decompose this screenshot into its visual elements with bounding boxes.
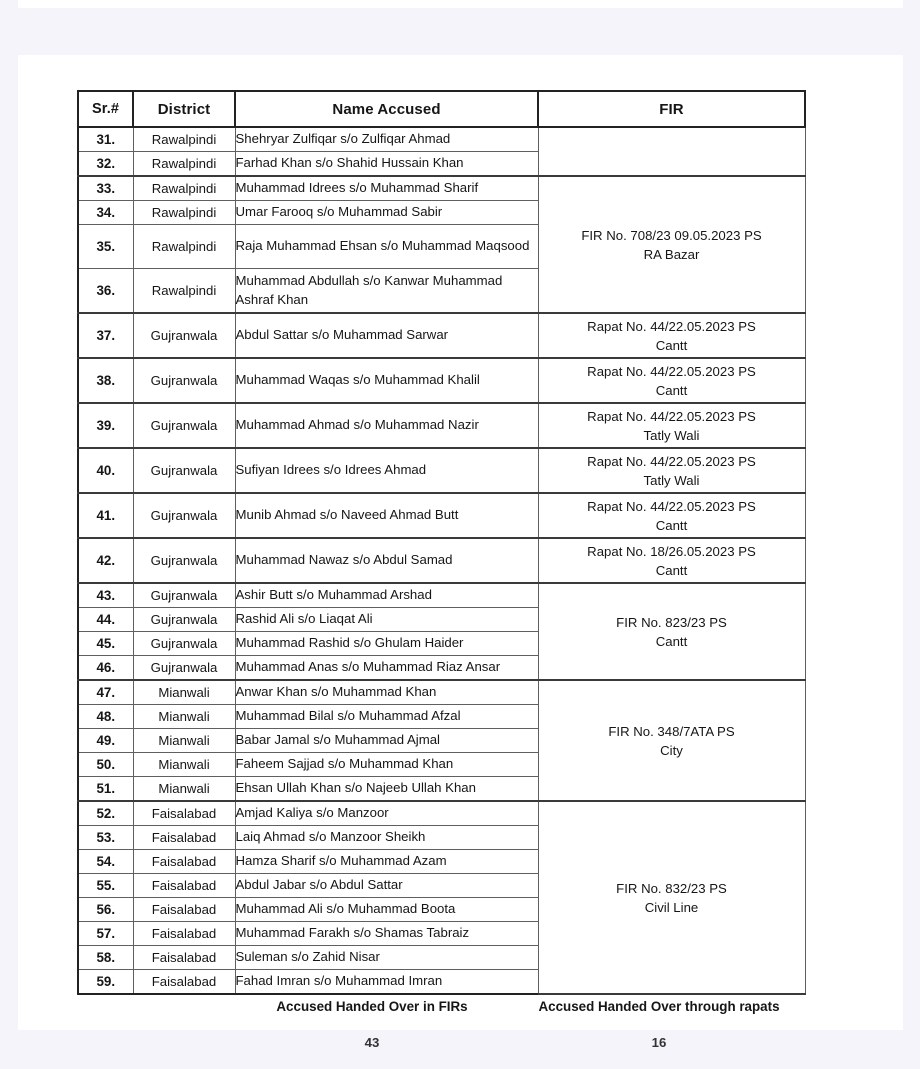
fir-line-2: Tatly Wali (643, 427, 700, 443)
cell-name-accused: Ashir Butt s/o Muhammad Arshad (235, 583, 538, 608)
cell-name-accused: Muhammad Idrees s/o Muhammad Sharif (235, 176, 538, 201)
footer-label-rapats: Accused Handed Over through rapats (538, 999, 780, 1014)
cell-name-accused: Laiq Ahmad s/o Manzoor Sheikh (235, 826, 538, 850)
cell-district: Faisalabad (133, 946, 235, 970)
cell-name-accused: Shehryar Zulfiqar s/o Zulfiqar Ahmad (235, 127, 538, 152)
cell-name-accused: Hamza Sharif s/o Muhammad Azam (235, 850, 538, 874)
cell-name-accused: Farhad Khan s/o Shahid Hussain Khan (235, 152, 538, 177)
fir-line-2: Cantt (655, 633, 688, 649)
cell-serial-number: 54. (78, 850, 133, 874)
fir-line-1: Rapat No. 44/22.05.2023 PS (587, 408, 756, 424)
cell-name-accused: Abdul Jabar s/o Abdul Sattar (235, 874, 538, 898)
cell-name-accused: Muhammad Nawaz s/o Abdul Samad (235, 538, 538, 583)
cell-serial-number: 37. (78, 313, 133, 358)
cell-name-accused: Abdul Sattar s/o Muhammad Sarwar (235, 313, 538, 358)
fir-line-1: Rapat No. 44/22.05.2023 PS (587, 498, 756, 514)
cell-fir (538, 313, 805, 358)
table-row (78, 538, 805, 583)
footer-count-rapats: 16 (651, 1035, 667, 1050)
column-header-fir: FIR (538, 91, 805, 127)
fir-line-2: Cantt (655, 517, 688, 533)
table-row (78, 448, 805, 493)
cell-serial-number: 45. (78, 632, 133, 656)
cell-name-accused: Fahad Imran s/o Muhammad Imran (235, 970, 538, 995)
fir-line-1: Rapat No. 18/26.05.2023 PS (587, 543, 756, 559)
cell-name-accused: Muhammad Ahmad s/o Muhammad Nazir (235, 403, 538, 448)
cell-district: Faisalabad (133, 801, 235, 826)
column-header-name: Name Accused (235, 91, 538, 127)
cell-fir (538, 448, 805, 493)
table-header (78, 91, 805, 127)
fir-line-2: RA Bazar (643, 246, 700, 262)
cell-name-accused: Anwar Khan s/o Muhammad Khan (235, 680, 538, 705)
cell-district: Gujranwala (133, 403, 235, 448)
cell-name-accused: Muhammad Ali s/o Muhammad Boota (235, 898, 538, 922)
cell-serial-number: 32. (78, 152, 133, 177)
cell-district: Mianwali (133, 753, 235, 777)
cell-fir (538, 493, 805, 538)
cell-district: Mianwali (133, 729, 235, 753)
cell-name-accused: Sufiyan Idrees s/o Idrees Ahmad (235, 448, 538, 493)
fir-line-1: FIR No. 708/23 09.05.2023 PS (581, 227, 762, 243)
cell-district: Faisalabad (133, 850, 235, 874)
cell-name-accused: Amjad Kaliya s/o Manzoor (235, 801, 538, 826)
cell-name-accused: Muhammad Anas s/o Muhammad Riaz Ansar (235, 656, 538, 681)
cell-name-accused: Muhammad Waqas s/o Muhammad Khalil (235, 358, 538, 403)
table-row (78, 358, 805, 403)
cell-serial-number: 41. (78, 493, 133, 538)
cell-serial-number: 49. (78, 729, 133, 753)
fir-line-1: FIR No. 348/7ATA PS (608, 723, 735, 739)
cell-serial-number: 47. (78, 680, 133, 705)
fir-line-1: FIR No. 823/23 PS (616, 614, 727, 630)
cell-district: Rawalpindi (133, 201, 235, 225)
cell-serial-number: 34. (78, 201, 133, 225)
cell-serial-number: 55. (78, 874, 133, 898)
cell-serial-number: 44. (78, 608, 133, 632)
cell-serial-number: 58. (78, 946, 133, 970)
cell-serial-number: 53. (78, 826, 133, 850)
cell-name-accused: Umar Farooq s/o Muhammad Sabir (235, 201, 538, 225)
cell-serial-number: 46. (78, 656, 133, 681)
cell-serial-number: 56. (78, 898, 133, 922)
cell-district: Gujranwala (133, 358, 235, 403)
cell-district: Mianwali (133, 777, 235, 802)
cell-serial-number: 52. (78, 801, 133, 826)
table-row (78, 493, 805, 538)
cell-district: Mianwali (133, 680, 235, 705)
cell-district: Rawalpindi (133, 127, 235, 152)
cell-fir (538, 176, 805, 313)
cell-serial-number: 50. (78, 753, 133, 777)
fir-line-2: City (660, 742, 683, 758)
cell-district: Gujranwala (133, 608, 235, 632)
table-row (78, 583, 805, 608)
cell-name-accused: Muhammad Bilal s/o Muhammad Afzal (235, 705, 538, 729)
cell-serial-number: 43. (78, 583, 133, 608)
cell-district: Faisalabad (133, 970, 235, 995)
cell-serial-number: 31. (78, 127, 133, 152)
fir-line-2: Civil Line (644, 899, 699, 915)
cell-district: Gujranwala (133, 632, 235, 656)
previous-page-sliver (18, 0, 903, 8)
cell-serial-number: 42. (78, 538, 133, 583)
table-row (78, 680, 805, 705)
fir-line-1: FIR No. 832/23 PS (616, 880, 727, 896)
cell-district: Rawalpindi (133, 225, 235, 269)
cell-serial-number: 38. (78, 358, 133, 403)
fir-line-2: Cantt (655, 382, 688, 398)
cell-district: Gujranwala (133, 583, 235, 608)
cell-district: Rawalpindi (133, 176, 235, 201)
cell-district: Faisalabad (133, 826, 235, 850)
cell-name-accused: Suleman s/o Zahid Nisar (235, 946, 538, 970)
cell-serial-number: 57. (78, 922, 133, 946)
document-page (18, 55, 903, 1050)
cell-district: Gujranwala (133, 538, 235, 583)
table-footer-summary (77, 999, 804, 1069)
fir-line-2: Tatly Wali (643, 472, 700, 488)
cell-district: Gujranwala (133, 656, 235, 681)
cell-district: Gujranwala (133, 493, 235, 538)
cell-fir (538, 538, 805, 583)
fir-line-2: Cantt (655, 337, 688, 353)
cell-fir (538, 680, 805, 801)
cell-serial-number: 35. (78, 225, 133, 269)
cell-name-accused: Muhammad Rashid s/o Ghulam Haider (235, 632, 538, 656)
footer-count-firs: 43 (364, 1035, 380, 1050)
cell-district: Gujranwala (133, 448, 235, 493)
cell-district: Rawalpindi (133, 152, 235, 177)
table-row (78, 403, 805, 448)
cell-name-accused: Muhammad Farakh s/o Shamas Tabraiz (235, 922, 538, 946)
fir-line-1: Rapat No. 44/22.05.2023 PS (587, 363, 756, 379)
cell-name-accused: Babar Jamal s/o Muhammad Ajmal (235, 729, 538, 753)
cell-serial-number: 33. (78, 176, 133, 201)
fir-line-1: Rapat No. 44/22.05.2023 PS (587, 453, 756, 469)
cell-district: Rawalpindi (133, 269, 235, 314)
cell-name-accused: Faheem Sajjad s/o Muhammad Khan (235, 753, 538, 777)
table-header-row (78, 91, 805, 127)
cell-fir (538, 358, 805, 403)
cell-fir (538, 403, 805, 448)
column-header-district: District (133, 91, 235, 127)
cell-name-accused: Munib Ahmad s/o Naveed Ahmad Butt (235, 493, 538, 538)
cell-serial-number: 59. (78, 970, 133, 995)
table-row (78, 801, 805, 826)
cell-serial-number: 36. (78, 269, 133, 314)
cell-name-accused: Rashid Ali s/o Liaqat Ali (235, 608, 538, 632)
cell-fir (538, 801, 805, 994)
cell-serial-number: 39. (78, 403, 133, 448)
cell-serial-number: 51. (78, 777, 133, 802)
column-header-sr: Sr.# (78, 91, 133, 127)
table-row (78, 313, 805, 358)
cell-fir (538, 583, 805, 680)
accused-table (77, 90, 806, 995)
cell-serial-number: 48. (78, 705, 133, 729)
cell-serial-number: 40. (78, 448, 133, 493)
table-row (78, 127, 805, 152)
fir-line-2: Cantt (655, 562, 688, 578)
cell-name-accused: Raja Muhammad Ehsan s/o Muhammad Maqsood (235, 225, 538, 269)
document-content (77, 90, 804, 1069)
cell-fir (538, 127, 805, 176)
cell-district: Faisalabad (133, 922, 235, 946)
table-body (78, 127, 805, 994)
cell-district: Faisalabad (133, 874, 235, 898)
cell-district: Mianwali (133, 705, 235, 729)
cell-name-accused: Ehsan Ullah Khan s/o Najeeb Ullah Khan (235, 777, 538, 802)
cell-district: Faisalabad (133, 898, 235, 922)
footer-label-firs: Accused Handed Over in FIRs (276, 999, 468, 1014)
table-row (78, 176, 805, 201)
cell-name-accused: Muhammad Abdullah s/o Kanwar Muhammad Ashraf Khan (235, 269, 538, 314)
cell-district: Gujranwala (133, 313, 235, 358)
fir-line-1: Rapat No. 44/22.05.2023 PS (587, 318, 756, 334)
